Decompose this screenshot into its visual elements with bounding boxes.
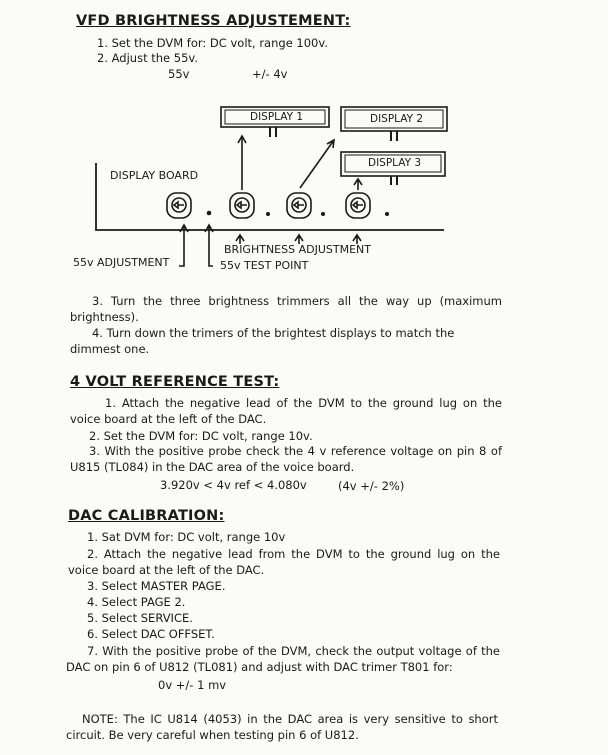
dac-step-3: 3. Select MASTER PAGE. [87, 579, 226, 593]
reference-step-1: 1. Attach the negative lead of the DVM to the ground lug on the voice board at the left of the DAC. [70, 396, 502, 426]
adjustment-55v-label: 55v ADJUSTMENT [73, 256, 170, 269]
trimmer-display-1 [230, 193, 254, 218]
brightness-adjustment-label: BRIGHTNESS ADJUSTMENT [224, 243, 371, 256]
dac-step-7: 7. With the positive probe of the DVM, check the output voltage of the DAC on pin 6 of U812 (TL081) and adjust with DAC trimer T801 for: [66, 644, 500, 674]
trimmer-display-3 [346, 193, 370, 218]
vfd-step-4: 4. Turn down the trimers of the brightest displays to match the dimmest one. [70, 326, 455, 356]
trimmer-55v [167, 193, 191, 218]
dac-step-5: 5. Select SERVICE. [87, 611, 193, 625]
vfd-tolerance: +/- 4v [252, 67, 288, 81]
reference-step-3: 3. With the positive probe check the 4 v reference voltage on pin 8 of U815 (TL084) in the DAC area of the voice board. [70, 444, 502, 474]
reference-range: 3.920v < 4v ref < 4.080v [160, 478, 307, 492]
vfd-step-1: 1. Set the DVM for: DC volt, range 100v. [97, 36, 328, 50]
trimmer-display-2 [287, 193, 311, 218]
dac-value: 0v +/- 1 mv [158, 678, 227, 692]
test-point-55v-label: 55v TEST POINT [220, 259, 309, 272]
note: NOTE: The IC U814 (4053) in the DAC area is very sensitive to short circuit. Be very careful when testing pin 6 of U812. [66, 712, 498, 742]
reference-test-heading: 4 VOLT REFERENCE TEST: [70, 374, 280, 390]
dac-step-4: 4. Select PAGE 2. [87, 595, 186, 609]
reference-step-2: 2. Set the DVM for: DC volt, range 10v. [89, 429, 313, 443]
test-point-dot [207, 211, 212, 216]
dac-step-2: 2. Attach the negative lead from the DVM to the ground lug on the voice board at the left of the DAC. [68, 547, 500, 577]
vfd-value: 55v [168, 67, 190, 81]
vfd-heading: VFD BRIGHTNESS ADJUSTEMENT: [76, 13, 351, 29]
dac-step-1: 1. Sat DVM for: DC volt, range 10v [87, 530, 286, 544]
reference-range-tolerance: (4v +/- 2%) [338, 479, 405, 493]
display-board-label: DISPLAY BOARD [110, 169, 199, 182]
dac-step-6: 6. Select DAC OFFSET. [87, 627, 215, 641]
display-3-label: DISPLAY 3 [368, 157, 422, 169]
dac-heading: DAC CALIBRATION: [68, 508, 225, 524]
display-1-label: DISPLAY 1 [250, 111, 304, 123]
vfd-step-3: 3. Turn the three brightness trimmers all the way up (maximum brightness). [70, 294, 502, 324]
vfd-step-2: 2. Adjust the 55v. [97, 51, 198, 65]
display-2-label: DISPLAY 2 [370, 113, 424, 125]
